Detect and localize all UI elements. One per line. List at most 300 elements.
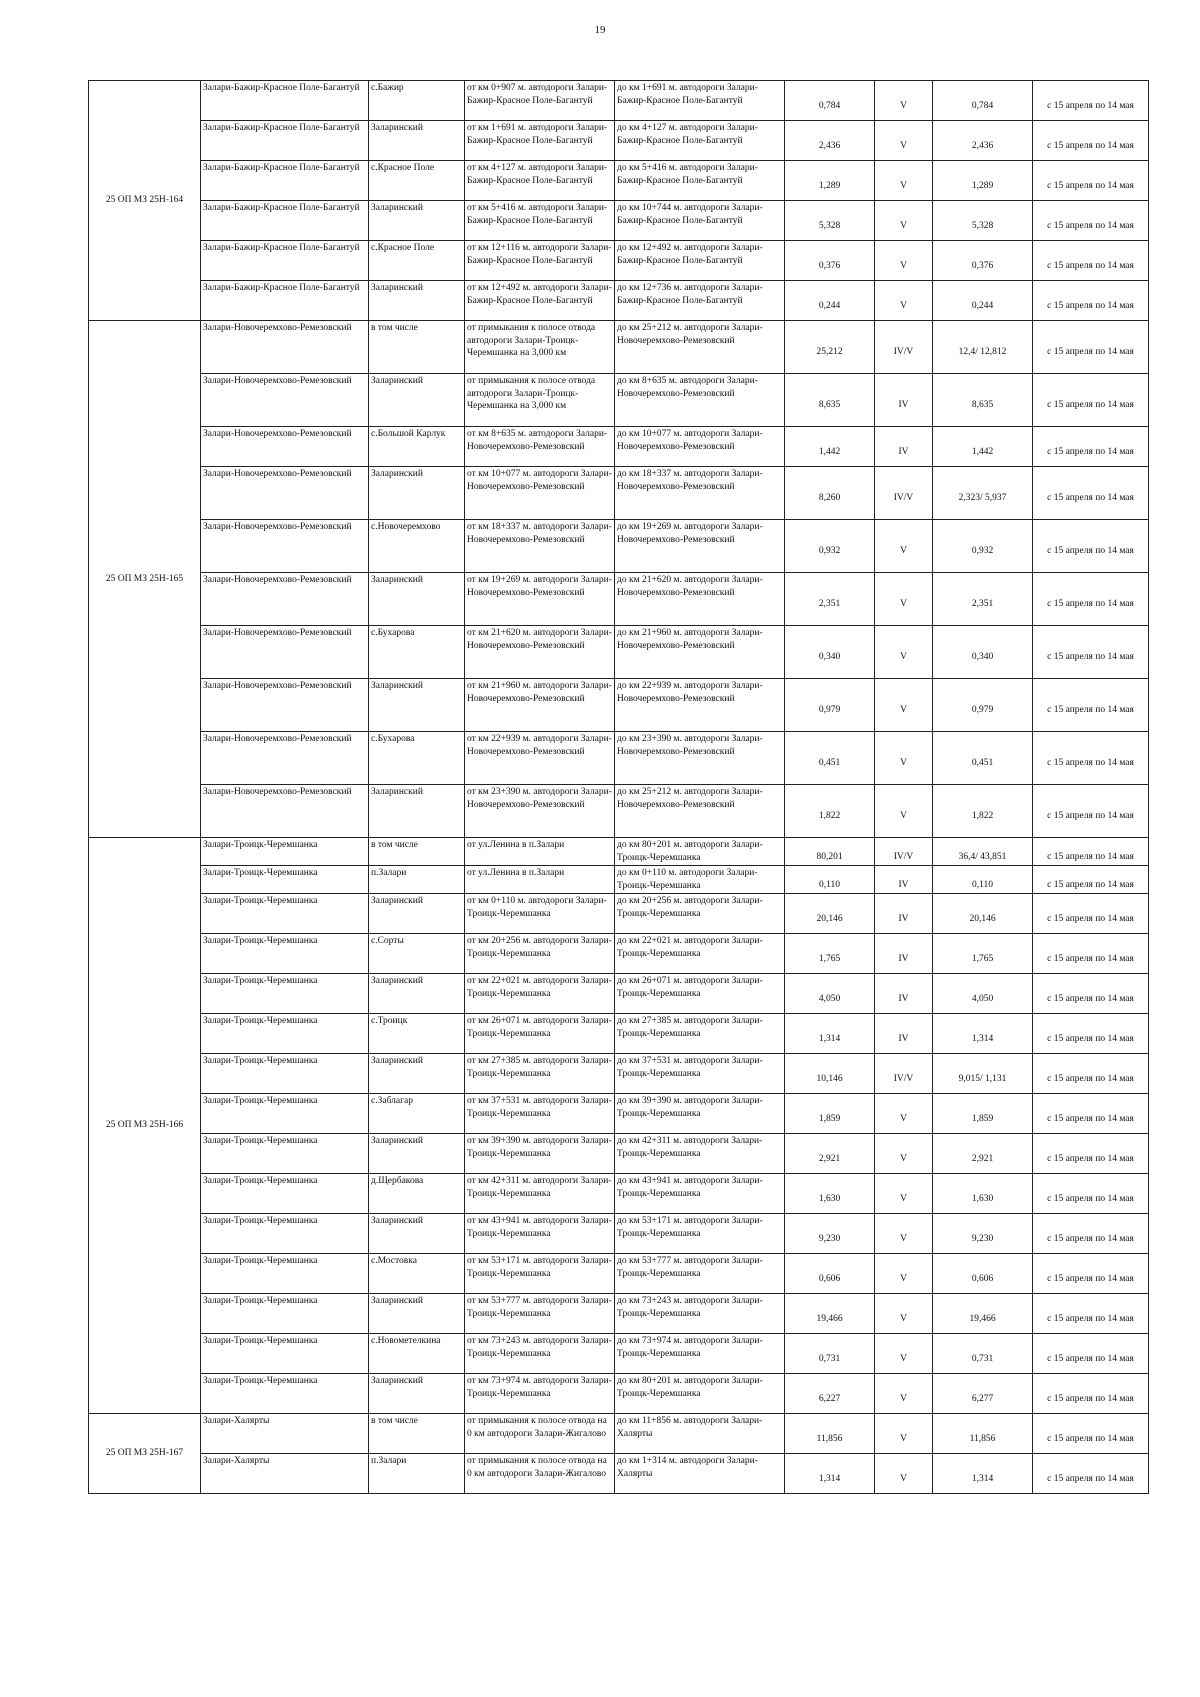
from-cell: от км 5+416 м. автодороги Залари-Бажир-Красное Поле-Багантуй [465,201,615,241]
restriction-period-cell: с 15 апреля по 14 мая [1033,467,1149,520]
from-cell: от км 4+127 м. автодороги Залари-Бажир-Красное Поле-Багантуй [465,161,615,201]
category-cell: V [875,785,933,838]
category-cell: V [875,1414,933,1454]
to-cell: до км 1+691 м. автодороги Залари-Бажир-Красное Поле-Багантуй [615,81,785,121]
to-cell: до км 25+212 м. автодороги Залари-Новочеремхово-Ремезовский [615,785,785,838]
table-row [89,1374,1149,1414]
locality-cell: Заларинский [369,894,465,934]
locality-cell: Заларинский [369,679,465,732]
restriction-period-cell: с 15 апреля по 14 мая [1033,894,1149,934]
category-length-cell: 0,244 [933,281,1033,321]
road-name-cell: Залари-Троицк-Черемшанка [201,1374,369,1414]
restriction-period-cell: с 15 апреля по 14 мая [1033,1014,1149,1054]
restriction-period-cell: с 15 апреля по 14 мая [1033,1174,1149,1214]
locality-cell: Заларинский [369,1054,465,1094]
category-cell: V [875,732,933,785]
locality-cell: д.Щербакова [369,1174,465,1214]
from-cell: от ул.Ленина в п.Залари [465,866,615,894]
length-cell: 8,635 [785,374,875,427]
category-length-cell: 19,466 [933,1294,1033,1334]
restriction-period-cell: с 15 апреля по 14 мая [1033,573,1149,626]
from-cell: от км 22+021 м. автодороги Залари-Троицк-Черемшанка [465,974,615,1014]
length-cell: 0,932 [785,520,875,573]
to-cell: до км 26+071 м. автодороги Залари-Троицк-Черемшанка [615,974,785,1014]
category-cell: IV [875,374,933,427]
from-cell: от км 37+531 м. автодороги Залари-Троицк-Черемшанка [465,1094,615,1134]
road-name-cell: Залари-Новочеремхово-Ремезовский [201,573,369,626]
restriction-period-cell: с 15 апреля по 14 мая [1033,838,1149,866]
to-cell: до км 22+021 м. автодороги Залари-Троицк-Черемшанка [615,934,785,974]
category-length-cell: 5,328 [933,201,1033,241]
table-row [89,1014,1149,1054]
restriction-period-cell: с 15 апреля по 14 мая [1033,1374,1149,1414]
length-cell: 0,376 [785,241,875,281]
locality-cell: Заларинский [369,1294,465,1334]
table-row [89,241,1149,281]
locality-cell: с.Новочеремхово [369,520,465,573]
category-cell: IV/V [875,467,933,520]
table-row [89,281,1149,321]
locality-cell: в том числе [369,838,465,866]
locality-cell: Заларинский [369,785,465,838]
locality-cell: с.Большой Карлук [369,427,465,467]
to-cell: до км 20+256 м. автодороги Залари-Троицк-Черемшанка [615,894,785,934]
restriction-period-cell: с 15 апреля по 14 мая [1033,1134,1149,1174]
table-row [89,321,1149,374]
road-table [88,80,1149,1494]
locality-cell: с.Красное Поле [369,241,465,281]
locality-cell: с.Красное Поле [369,161,465,201]
length-cell: 1,442 [785,427,875,467]
road-name-cell: Залари-Троицк-Черемшанка [201,1254,369,1294]
restriction-period-cell: с 15 апреля по 14 мая [1033,732,1149,785]
table-body [89,81,1149,1494]
category-length-cell: 0,340 [933,626,1033,679]
length-cell: 1,822 [785,785,875,838]
table-row [89,1414,1149,1454]
locality-cell: п.Залари [369,1454,465,1494]
category-length-cell: 0,606 [933,1254,1033,1294]
road-name-cell: Залари-Новочеремхово-Ремезовский [201,374,369,427]
category-length-cell: 1,314 [933,1014,1033,1054]
road-name-cell: Залари-Бажир-Красное Поле-Багантуй [201,121,369,161]
category-cell: IV [875,974,933,1014]
table-row [89,974,1149,1014]
length-cell: 1,859 [785,1094,875,1134]
from-cell: от км 1+691 м. автодороги Залари-Бажир-Красное Поле-Багантуй [465,121,615,161]
to-cell: до км 73+974 м. автодороги Залари-Троицк-Черемшанка [615,1334,785,1374]
category-cell: V [875,679,933,732]
locality-cell: Заларинский [369,281,465,321]
to-cell: до км 8+635 м. автодороги Залари-Новочеремхово-Ремезовский [615,374,785,427]
from-cell: от км 12+116 м. автодороги Залари-Бажир-Красное Поле-Багантуй [465,241,615,281]
length-cell: 0,340 [785,626,875,679]
from-cell: от км 20+256 м. автодороги Залари-Троицк-Черемшанка [465,934,615,974]
category-cell: V [875,1374,933,1414]
table-row [89,732,1149,785]
locality-cell: Заларинский [369,201,465,241]
length-cell: 11,856 [785,1414,875,1454]
restriction-period-cell: с 15 апреля по 14 мая [1033,81,1149,121]
locality-cell: с.Бухарова [369,626,465,679]
road-name-cell: Залари-Бажир-Красное Поле-Багантуй [201,241,369,281]
from-cell: от км 43+941 м. автодороги Залари-Троицк-Черемшанка [465,1214,615,1254]
road-code-cell: 25 ОП МЗ 25Н-164 [89,81,201,321]
length-cell: 0,784 [785,81,875,121]
from-cell: от км 26+071 м. автодороги Залари-Троицк-Черемшанка [465,1014,615,1054]
to-cell: до км 53+171 м. автодороги Залари-Троицк-Черемшанка [615,1214,785,1254]
to-cell: до км 37+531 м. автодороги Залари-Троицк-Черемшанка [615,1054,785,1094]
category-cell: V [875,573,933,626]
category-length-cell: 9,230 [933,1214,1033,1254]
length-cell: 0,451 [785,732,875,785]
category-length-cell: 0,376 [933,241,1033,281]
category-cell: IV [875,934,933,974]
table-row [89,1254,1149,1294]
locality-cell: в том числе [369,1414,465,1454]
to-cell: до км 39+390 м. автодороги Залари-Троицк-Черемшанка [615,1094,785,1134]
from-cell: от км 0+110 м. автодороги Залари-Троицк-Черемшанка [465,894,615,934]
category-length-cell: 2,351 [933,573,1033,626]
restriction-period-cell: с 15 апреля по 14 мая [1033,1094,1149,1134]
length-cell: 0,606 [785,1254,875,1294]
from-cell: от км 22+939 м. автодороги Залари-Новочеремхово-Ремезовский [465,732,615,785]
to-cell: до км 53+777 м. автодороги Залари-Троицк-Черемшанка [615,1254,785,1294]
road-name-cell: Залари-Новочеремхово-Ремезовский [201,467,369,520]
category-length-cell: 20,146 [933,894,1033,934]
category-length-cell: 8,635 [933,374,1033,427]
road-name-cell: Залари-Новочеремхово-Ремезовский [201,321,369,374]
table-row [89,785,1149,838]
table-row [89,894,1149,934]
length-cell: 20,146 [785,894,875,934]
length-cell: 0,244 [785,281,875,321]
restriction-period-cell: с 15 апреля по 14 мая [1033,121,1149,161]
length-cell: 9,230 [785,1214,875,1254]
road-name-cell: Залари-Новочеремхово-Ремезовский [201,520,369,573]
table-row [89,838,1149,866]
road-name-cell: Залари-Троицк-Черемшанка [201,1094,369,1134]
restriction-period-cell: с 15 апреля по 14 мая [1033,785,1149,838]
road-name-cell: Залари-Новочеремхово-Ремезовский [201,785,369,838]
restriction-period-cell: с 15 апреля по 14 мая [1033,679,1149,732]
table-row [89,573,1149,626]
table-row [89,201,1149,241]
locality-cell: с.Заблагар [369,1094,465,1134]
restriction-period-cell: с 15 апреля по 14 мая [1033,374,1149,427]
locality-cell: п.Залари [369,866,465,894]
table-row [89,81,1149,121]
length-cell: 19,466 [785,1294,875,1334]
locality-cell: Заларинский [369,1214,465,1254]
category-length-cell: 1,289 [933,161,1033,201]
from-cell: от км 18+337 м. автодороги Залари-Новочеремхово-Ремезовский [465,520,615,573]
restriction-period-cell: с 15 апреля по 14 мая [1033,281,1149,321]
table-row [89,161,1149,201]
road-code-cell: 25 ОП МЗ 25Н-166 [89,838,201,1414]
length-cell: 2,921 [785,1134,875,1174]
table-row [89,1454,1149,1494]
locality-cell: с.Мостовка [369,1254,465,1294]
table-row [89,1214,1149,1254]
to-cell: до км 1+314 м. автодороги Залари-Халярты [615,1454,785,1494]
category-length-cell: 2,921 [933,1134,1033,1174]
category-cell: V [875,161,933,201]
locality-cell: Заларинский [369,974,465,1014]
to-cell: до км 10+744 м. автодороги Залари-Бажир-Красное Поле-Багантуй [615,201,785,241]
from-cell: от примыкания к полосе отвода автодороги Залари-Троицк-Черемшанка на 3,000 км [465,374,615,427]
road-name-cell: Залари-Новочеремхово-Ремезовский [201,427,369,467]
category-cell: V [875,1294,933,1334]
road-name-cell: Залари-Троицк-Черемшанка [201,1054,369,1094]
category-length-cell: 1,859 [933,1094,1033,1134]
category-length-cell: 0,451 [933,732,1033,785]
category-cell: V [875,626,933,679]
to-cell: до км 19+269 м. автодороги Залари-Новочеремхово-Ремезовский [615,520,785,573]
locality-cell: с.Новометелкина [369,1334,465,1374]
from-cell: от км 23+390 м. автодороги Залари-Новочеремхово-Ремезовский [465,785,615,838]
restriction-period-cell: с 15 апреля по 14 мая [1033,321,1149,374]
restriction-period-cell: с 15 апреля по 14 мая [1033,1334,1149,1374]
length-cell: 4,050 [785,974,875,1014]
page-number: 19 [594,24,606,36]
category-length-cell: 1,765 [933,934,1033,974]
from-cell: от км 21+620 м. автодороги Залари-Новочеремхово-Ремезовский [465,626,615,679]
length-cell: 25,212 [785,321,875,374]
table-row [89,427,1149,467]
road-name-cell: Залари-Троицк-Черемшанка [201,866,369,894]
road-name-cell: Залари-Троицк-Черемшанка [201,1294,369,1334]
category-cell: V [875,1334,933,1374]
category-cell: V [875,201,933,241]
road-name-cell: Залари-Троицк-Черемшанка [201,974,369,1014]
to-cell: до км 21+620 м. автодороги Залари-Новочеремхово-Ремезовский [615,573,785,626]
to-cell: до км 27+385 м. автодороги Залари-Троицк-Черемшанка [615,1014,785,1054]
restriction-period-cell: с 15 апреля по 14 мая [1033,974,1149,1014]
category-length-cell: 0,731 [933,1334,1033,1374]
category-cell: V [875,1094,933,1134]
to-cell: до км 18+337 м. автодороги Залари-Новочеремхово-Ремезовский [615,467,785,520]
length-cell: 1,765 [785,934,875,974]
restriction-period-cell: с 15 апреля по 14 мая [1033,241,1149,281]
restriction-period-cell: с 15 апреля по 14 мая [1033,1414,1149,1454]
locality-cell: с.Бухарова [369,732,465,785]
locality-cell: в том числе [369,321,465,374]
from-cell: от км 10+077 м. автодороги Залари-Новочеремхово-Ремезовский [465,467,615,520]
category-cell: V [875,121,933,161]
locality-cell: Заларинский [369,573,465,626]
to-cell: до км 0+110 м. автодороги Залари-Троицк-Черемшанка [615,866,785,894]
category-length-cell: 1,822 [933,785,1033,838]
category-length-cell: 1,314 [933,1454,1033,1494]
restriction-period-cell: с 15 апреля по 14 мая [1033,161,1149,201]
category-length-cell: 1,630 [933,1174,1033,1214]
from-cell: от примыкания к полосе отвода на 0 км автодороги Залари-Жигалово [465,1414,615,1454]
category-length-cell: 0,932 [933,520,1033,573]
table-row [89,1294,1149,1334]
from-cell: от примыкания к полосе отвода автодороги Залари-Троицк-Черемшанка на 3,000 км [465,321,615,374]
road-name-cell: Залари-Бажир-Красное Поле-Багантуй [201,81,369,121]
table-row [89,1174,1149,1214]
length-cell: 1,630 [785,1174,875,1214]
from-cell: от км 0+907 м. автодороги Залари-Бажир-Красное Поле-Багантуй [465,81,615,121]
table-row [89,1054,1149,1094]
length-cell: 5,328 [785,201,875,241]
from-cell: от км 53+171 м. автодороги Залари-Троицк-Черемшанка [465,1254,615,1294]
table-row [89,866,1149,894]
category-cell: IV/V [875,1054,933,1094]
table-row [89,374,1149,427]
category-cell: IV [875,866,933,894]
table-row [89,934,1149,974]
road-name-cell: Залари-Халярты [201,1414,369,1454]
category-length-cell: 2,436 [933,121,1033,161]
restriction-period-cell: с 15 апреля по 14 мая [1033,1054,1149,1094]
road-code-cell: 25 ОП МЗ 25Н-167 [89,1414,201,1494]
category-length-cell: 6,277 [933,1374,1033,1414]
locality-cell: с.Сорты [369,934,465,974]
restriction-period-cell: с 15 апреля по 14 мая [1033,427,1149,467]
category-cell: IV/V [875,321,933,374]
road-name-cell: Залари-Новочеремхово-Ремезовский [201,626,369,679]
restriction-period-cell: с 15 апреля по 14 мая [1033,1214,1149,1254]
length-cell: 0,110 [785,866,875,894]
table-row [89,467,1149,520]
length-cell: 80,201 [785,838,875,866]
from-cell: от км 73+974 м. автодороги Залари-Троицк-Черемшанка [465,1374,615,1414]
locality-cell: Заларинский [369,1134,465,1174]
from-cell: от км 42+311 м. автодороги Залари-Троицк-Черемшанка [465,1174,615,1214]
restriction-period-cell: с 15 апреля по 14 мая [1033,1294,1149,1334]
to-cell: до км 80+201 м. автодороги Залари-Троицк-Черемшанка [615,1374,785,1414]
category-length-cell: 0,784 [933,81,1033,121]
road-name-cell: Залари-Троицк-Черемшанка [201,1134,369,1174]
length-cell: 0,979 [785,679,875,732]
table-row [89,626,1149,679]
table-row [89,520,1149,573]
to-cell: до км 21+960 м. автодороги Залари-Новочеремхово-Ремезовский [615,626,785,679]
from-cell: от км 39+390 м. автодороги Залари-Троицк-Черемшанка [465,1134,615,1174]
category-length-cell: 1,442 [933,427,1033,467]
table-row [89,121,1149,161]
to-cell: до км 5+416 м. автодороги Залари-Бажир-Красное Поле-Багантуй [615,161,785,201]
road-code-cell: 25 ОП МЗ 25Н-165 [89,321,201,838]
to-cell: до км 4+127 м. автодороги Залари-Бажир-Красное Поле-Багантуй [615,121,785,161]
road-name-cell: Залари-Бажир-Красное Поле-Багантуй [201,281,369,321]
road-name-cell: Залари-Новочеремхово-Ремезовский [201,732,369,785]
category-cell: IV/V [875,838,933,866]
road-name-cell: Залари-Троицк-Черемшанка [201,838,369,866]
to-cell: до км 73+243 м. автодороги Залари-Троицк-Черемшанка [615,1294,785,1334]
to-cell: до км 23+390 м. автодороги Залари-Новочеремхово-Ремезовский [615,732,785,785]
category-cell: V [875,1254,933,1294]
category-cell: IV [875,894,933,934]
length-cell: 8,260 [785,467,875,520]
locality-cell: Заларинский [369,1374,465,1414]
road-name-cell: Залари-Новочеремхово-Ремезовский [201,679,369,732]
road-name-cell: Залари-Халярты [201,1454,369,1494]
table-row [89,1134,1149,1174]
from-cell: от примыкания к полосе отвода на 0 км автодороги Залари-Жигалово [465,1454,615,1494]
locality-cell: Заларинский [369,121,465,161]
category-cell: IV [875,1014,933,1054]
locality-cell: с.Бажир [369,81,465,121]
restriction-period-cell: с 15 апреля по 14 мая [1033,1454,1149,1494]
table-row [89,1094,1149,1134]
locality-cell: Заларинский [369,374,465,427]
to-cell: до км 25+212 м. автодороги Залари-Новочеремхово-Ремезовский [615,321,785,374]
table-row [89,1334,1149,1374]
length-cell: 2,351 [785,573,875,626]
length-cell: 1,289 [785,161,875,201]
category-cell: V [875,1174,933,1214]
road-name-cell: Залари-Троицк-Черемшанка [201,894,369,934]
from-cell: от км 27+385 м. автодороги Залари-Троицк-Черемшанка [465,1054,615,1094]
restriction-period-cell: с 15 апреля по 14 мая [1033,520,1149,573]
length-cell: 6,227 [785,1374,875,1414]
category-length-cell: 0,110 [933,866,1033,894]
category-cell: V [875,241,933,281]
category-cell: V [875,281,933,321]
category-length-cell: 12,4/ 12,812 [933,321,1033,374]
category-length-cell: 4,050 [933,974,1033,1014]
category-cell: V [875,1214,933,1254]
locality-cell: с.Троицк [369,1014,465,1054]
to-cell: до км 11+856 м. автодороги Залари-Халярты [615,1414,785,1454]
category-length-cell: 2,323/ 5,937 [933,467,1033,520]
road-name-cell: Залари-Бажир-Красное Поле-Багантуй [201,161,369,201]
from-cell: от км 73+243 м. автодороги Залари-Троицк-Черемшанка [465,1334,615,1374]
to-cell: до км 22+939 м. автодороги Залари-Новочеремхово-Ремезовский [615,679,785,732]
category-cell: V [875,1454,933,1494]
to-cell: до км 12+492 м. автодороги Залари-Бажир-Красное Поле-Багантуй [615,241,785,281]
length-cell: 2,436 [785,121,875,161]
length-cell: 1,314 [785,1014,875,1054]
category-cell: V [875,520,933,573]
length-cell: 10,146 [785,1054,875,1094]
from-cell: от км 53+777 м. автодороги Залари-Троицк-Черемшанка [465,1294,615,1334]
to-cell: до км 42+311 м. автодороги Залари-Троицк-Черемшанка [615,1134,785,1174]
from-cell: от ул.Ленина в п.Залари [465,838,615,866]
category-cell: IV [875,427,933,467]
category-cell: V [875,1134,933,1174]
to-cell: до км 43+941 м. автодороги Залари-Троицк-Черемшанка [615,1174,785,1214]
length-cell: 0,731 [785,1334,875,1374]
length-cell: 1,314 [785,1454,875,1494]
from-cell: от км 21+960 м. автодороги Залари-Новочеремхово-Ремезовский [465,679,615,732]
from-cell: от км 12+492 м. автодороги Залари-Бажир-Красное Поле-Багантуй [465,281,615,321]
category-length-cell: 0,979 [933,679,1033,732]
to-cell: до км 10+077 м. автодороги Залари-Новочеремхово-Ремезовский [615,427,785,467]
road-name-cell: Залари-Троицк-Черемшанка [201,1334,369,1374]
restriction-period-cell: с 15 апреля по 14 мая [1033,866,1149,894]
category-length-cell: 11,856 [933,1414,1033,1454]
to-cell: до км 80+201 м. автодороги Залари-Троицк-Черемшанка [615,838,785,866]
restriction-period-cell: с 15 апреля по 14 мая [1033,626,1149,679]
category-length-cell: 9,015/ 1,131 [933,1054,1033,1094]
restriction-period-cell: с 15 апреля по 14 мая [1033,201,1149,241]
road-name-cell: Залари-Троицк-Черемшанка [201,1014,369,1054]
locality-cell: Заларинский [369,467,465,520]
restriction-period-cell: с 15 апреля по 14 мая [1033,1254,1149,1294]
road-name-cell: Залари-Троицк-Черемшанка [201,1174,369,1214]
from-cell: от км 19+269 м. автодороги Залари-Новочеремхово-Ремезовский [465,573,615,626]
category-cell: V [875,81,933,121]
from-cell: от км 8+635 м. автодороги Залари-Новочеремхово-Ремезовский [465,427,615,467]
to-cell: до км 12+736 м. автодороги Залари-Бажир-Красное Поле-Багантуй [615,281,785,321]
road-name-cell: Залари-Троицк-Черемшанка [201,1214,369,1254]
table-row [89,679,1149,732]
